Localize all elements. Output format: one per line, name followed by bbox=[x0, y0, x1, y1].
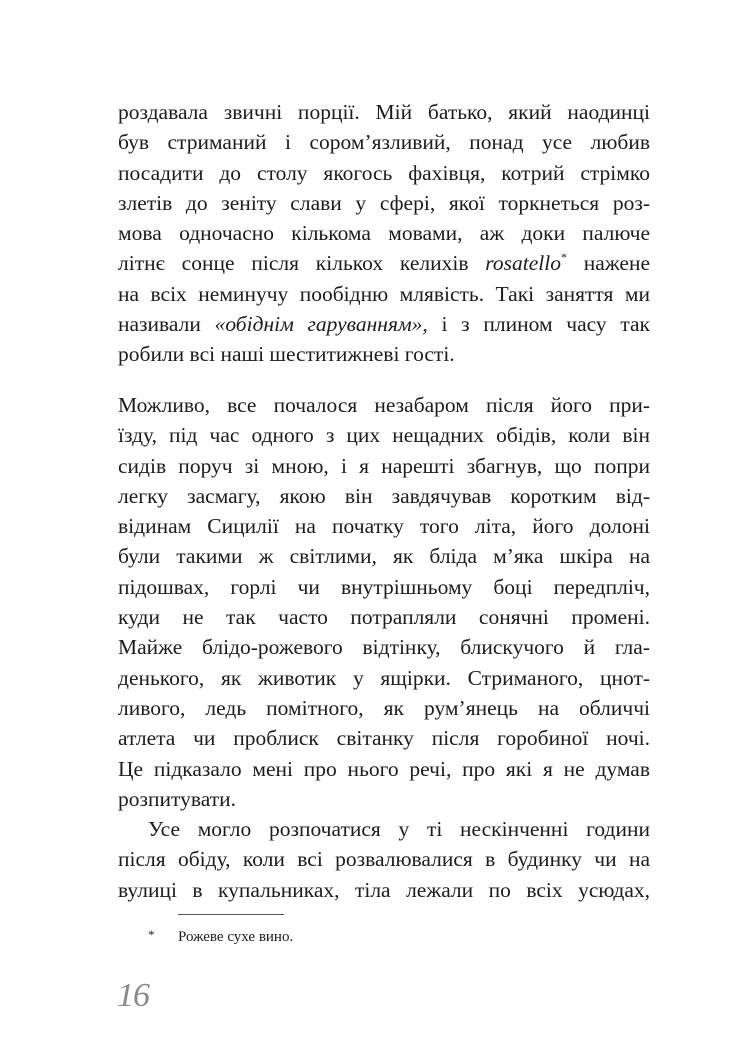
text-line: денького, як животик у ящірки. Стриманого, цнот- bbox=[118, 665, 650, 690]
italic-phrase: «обіднім гаруванням», bbox=[214, 312, 428, 337]
paragraph-2 bbox=[118, 390, 650, 905]
text-line: робили всі наші шеститижневі гості. bbox=[118, 342, 455, 367]
text-line: сидів поруч зі мною, і я нарешті збагнув, що попри bbox=[118, 453, 650, 478]
text-line: їзду, під час одного з цих нещадних обідів, коли він bbox=[118, 423, 650, 448]
text-run: називали bbox=[118, 312, 215, 337]
italic-term-rosatello: rosatello bbox=[485, 251, 561, 276]
text-line: атлета чи проблиск світанку після горобиної ночі. bbox=[118, 726, 650, 751]
text-line-rosatello bbox=[118, 248, 650, 278]
text-line: легку засмагу, якою він завдячував коротким від- bbox=[118, 483, 650, 508]
footnote-divider bbox=[178, 914, 284, 915]
text-line: на всіх неминучу пообідню млявість. Такі заняття ми bbox=[118, 281, 650, 306]
text-line: ливого, ледь помітного, як рум’янець на обличчі bbox=[118, 695, 650, 720]
text-line: мова одночасно кількома мовами, аж доки палюче bbox=[118, 221, 650, 246]
text-line: Це підказало мені про нього речі, про які я не думав bbox=[118, 756, 650, 781]
footnote bbox=[148, 924, 293, 948]
text-line: були такими ж світлими, як бліда м’яка шкіра на bbox=[118, 544, 650, 569]
text-line: Майже блідо-рожевого відтінку, блискучого й гла- bbox=[118, 635, 650, 660]
text-line: розпитувати. bbox=[118, 786, 236, 811]
text-line: відинам Сицилії на початку того літа, його долоні bbox=[118, 514, 650, 539]
footnote-reference: * bbox=[560, 250, 567, 265]
text-line: злетів до зеніту слави у сфері, якої торкнеться роз- bbox=[118, 190, 650, 215]
footnote-mark: * bbox=[148, 927, 155, 942]
text-run: і з плином часу так bbox=[427, 312, 650, 337]
text-run: нажене bbox=[566, 251, 650, 276]
text-line: Можливо, все почалося незабаром після його при- bbox=[118, 393, 650, 417]
text-line: куди не так часто потрапляли сонячні промені. bbox=[118, 605, 650, 630]
text-line: роздавала звичні порції. Мій батько, який наодинці bbox=[118, 100, 650, 124]
paragraph-1 bbox=[118, 97, 650, 370]
text-line: посадити до столу якогось фахівця, котрий стрімко bbox=[118, 160, 650, 185]
footnote-text: Рожеве сухе вино. bbox=[178, 929, 294, 945]
text-line: підошвах, горлі чи внутрішньому боці передпліч, bbox=[118, 574, 650, 599]
text-line: вулиці в купальниках, тіла лежали по всіх усюдах, bbox=[118, 877, 650, 902]
text-line: був стриманий і сором’язливий, понад усе любив bbox=[118, 130, 650, 155]
text-line: після обіду, коли всі розвалювалися в будинку чи на bbox=[118, 847, 650, 872]
paragraph-3-first-line: Усе могло розпочатися у ті нескінченні години bbox=[148, 817, 650, 842]
text-run: літнє сонце після кількох келихів bbox=[118, 251, 486, 276]
page-number: 16 bbox=[117, 977, 149, 1014]
text-line-italic-phrase bbox=[118, 309, 650, 339]
